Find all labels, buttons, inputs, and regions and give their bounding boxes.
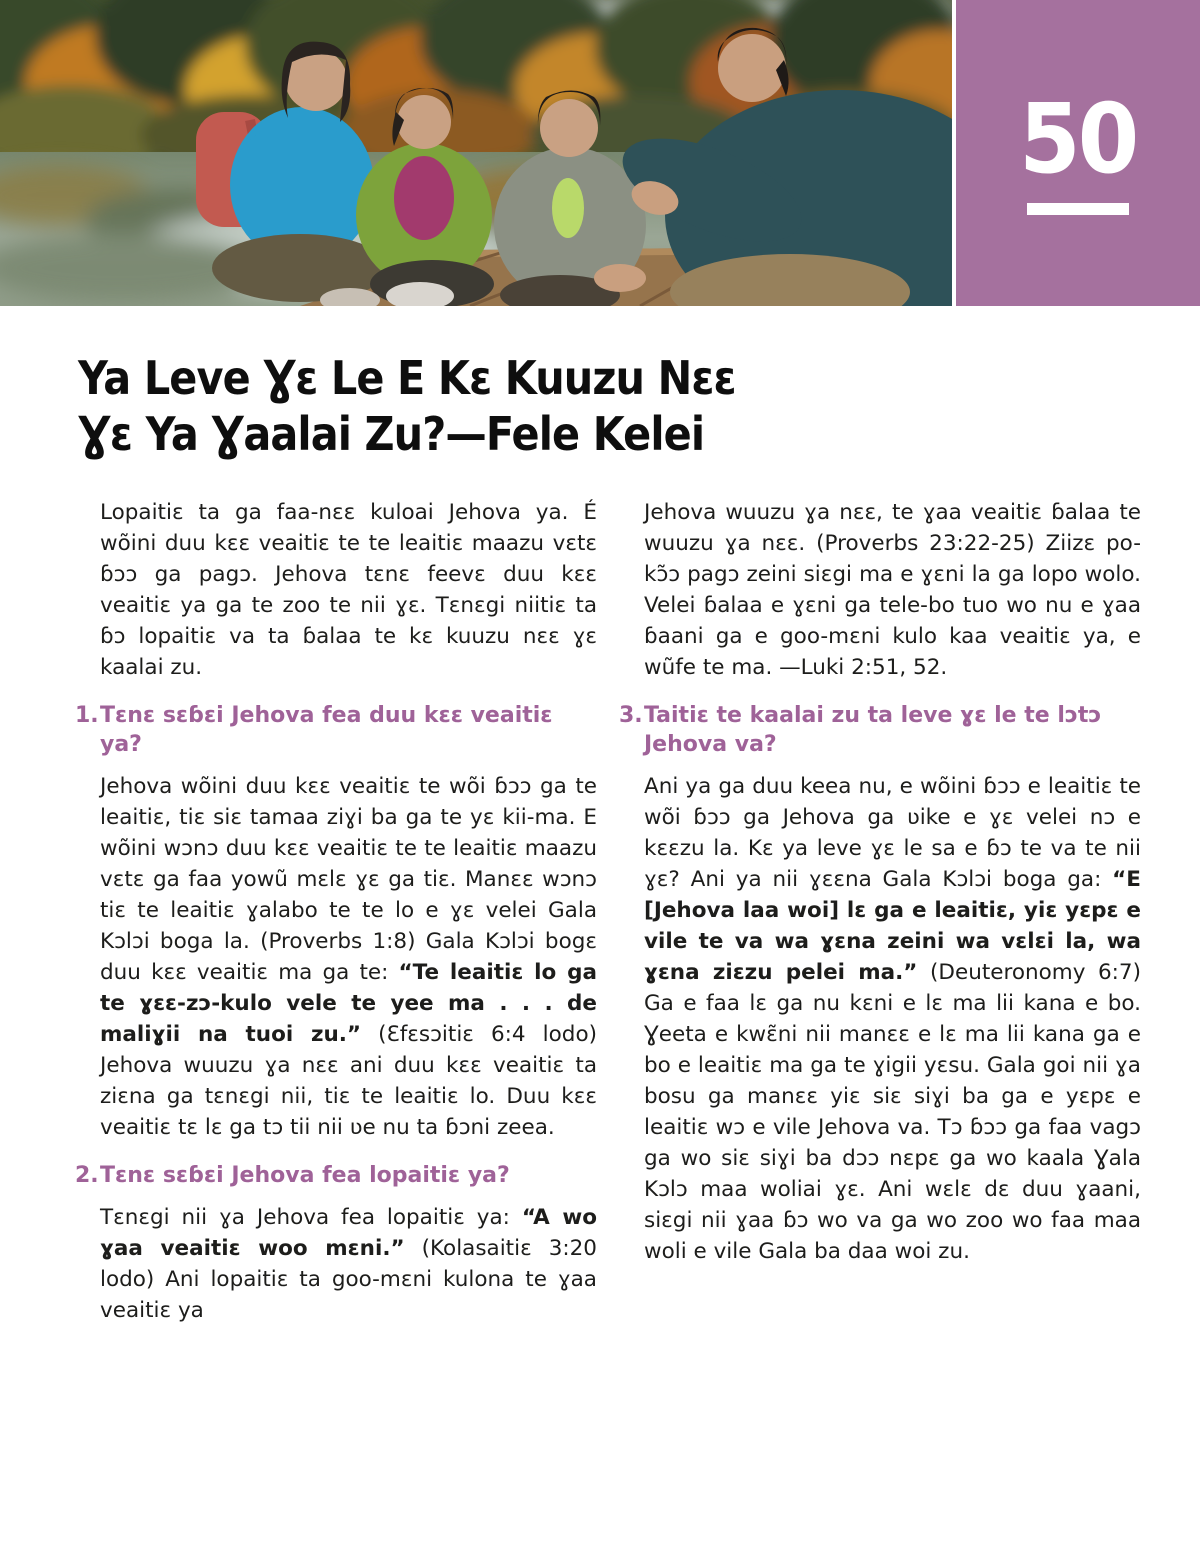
scripture-quote: “Te leaitiɛ lo ga te ɣɛɛ-zɔ-kulo vele te yee ma . . . de maliɣii na tuoi zu.” bbox=[100, 960, 597, 1047]
paragraph-text: Jehova wuuzu ɣa nɛɛ, te ɣaa veaitiɛ ɓalaa te wuuzu ɣa nɛɛ. (Proverbs 23:22-25) Ziizɛ po-kɔ̃ɔ pagɔ zeini siɛgi ma e ɣɛni la ga lopo wolo. Velei ɓalaa e ɣɛni ga tele-bo tuo wo nu e ɣaa ɓaani ga e goo-mɛni kulo kaa veaitiɛ ya, e wũfe te ma. —Luki 2:51, 52. bbox=[644, 500, 1141, 680]
page-title-line1: Ya Leve Ɣɛ Le E Kɛ Kuuzu Nɛɛ bbox=[78, 351, 736, 405]
question-heading bbox=[619, 701, 1141, 759]
page-title bbox=[78, 350, 736, 462]
paragraph-text: Lopaitiɛ ta ga faa-nɛɛ kuloai Jehova ya. É wõini duu kɛɛ veaitiɛ te te leaitiɛ maazu vɛtɛ ɓɔɔ ga pagɔ. Jehova tɛnɛ feevɛ duu kɛɛ veaitiɛ ya ga te zoo te nii ɣɛ. Tɛnɛgi niitiɛ ta ɓɔ lopaitiɛ va ta ɓalaa te kɛ kuuzu nɛɛ ɣɛ kaalai zu. bbox=[100, 500, 597, 680]
body-paragraph bbox=[75, 497, 597, 683]
lesson-number: 50 bbox=[1019, 83, 1137, 195]
lesson-number-underline bbox=[1027, 203, 1129, 215]
lesson-number-badge bbox=[956, 0, 1200, 306]
paragraph-text: Jehova wõini duu kɛɛ veaitiɛ te wõi ɓɔɔ ga te leaitiɛ, tiɛ siɛ tamaa ziɣi ba ga te yɛ kii-ma. E wõini wɔnɔ duu kɛɛ veaitiɛ te te leaitiɛ maazu vɛtɛ ga faa yowũ mɛlɛ ɣɛ ga tiɛ. Manɛɛ wɔnɔ tiɛ te leaitiɛ ɣalabo te te lo e ɣɛ velei Gala Kɔlɔi boga la. (Proverbs 1:8) Gala Kɔlɔi bogɛ duu kɛɛ veaitiɛ ma ga te: bbox=[100, 774, 597, 985]
question-number: 1. bbox=[75, 703, 99, 728]
paragraph-text: Ani ya ga duu keea nu, e wõini ɓɔɔ e leaitiɛ te wõi ɓɔɔ ga Jehova ga ʋike e ɣɛ velei nɔ e kɛɛzu la. Kɛ ya leve ɣɛ le sa e ɓɔ te va te nii ɣɛ? Ani ya nii ɣɛɛna Gala Kɔlɔi boga ga: bbox=[644, 774, 1141, 892]
question-number: 2. bbox=[75, 1163, 99, 1188]
body-paragraph bbox=[619, 771, 1141, 1267]
body-paragraph bbox=[75, 771, 597, 1143]
question-heading bbox=[75, 1161, 597, 1190]
paragraph-text: (Ɛfɛsɔitiɛ 6:4 lodo) Jehova wuuzu ɣa nɛɛ ani duu kɛɛ veaitiɛ ta ziɛna ga tɛnɛgi nii, tiɛ te leaitiɛ lo. Duu kɛɛ veaitiɛ tɛ lɛ ga tɔ tii nii ʋe nu ta ɓɔni zeea. bbox=[100, 1022, 597, 1140]
paragraph-text: (Deuteronomy 6:7) Ga e faa lɛ ga nu kɛni e lɛ ma lii kana e bo. Ɣeeta e kwɛ̃ni nii manɛɛ e lɛ ma lii kana ga e bo e leaitiɛ ma ga te ɣigii yɛsu. Gala goi nii ɣa bosu ga manɛɛ yiɛ siɛ siɣi ba ga e yɛpɛ e leaitiɛ wɔ e vile Jehova va. Tɔ ɓɔɔ ga faa vagɔ ga wo siɛ siɣi ba dɔɔ nɛpɛ ga wo kaala Ɣala Kɔlɔ maa woliai ɣɛ. Ani wɛlɛ dɛ duu ɣaani, siɛgi nii ɣaa ɓɔ wo va ga wo zoo wo faa maa woli e vile Gala ba daa woi zu. bbox=[644, 960, 1141, 1264]
paragraph-text: (Kolasaitiɛ 3:20 lodo) Ani lopaitiɛ ta goo-mɛni kulona te ɣaa veaitiɛ ya bbox=[100, 1236, 597, 1323]
question-text: Tɛnɛ sɛɓɛi Jehova fea lopaitiɛ ya? bbox=[100, 1163, 510, 1188]
scripture-quote: “E [Jehova laa woi] lɛ ga e leaitiɛ, yiɛ yɛpɛ e vile te va wa ɣɛna zeini wa vɛlɛi la, wa ɣɛna ziɛzu pelei ma.” bbox=[644, 867, 1141, 985]
lake-scene-illustration bbox=[0, 0, 952, 306]
paragraph-text: Tɛnɛgi nii ɣa Jehova fea lopaitiɛ ya: bbox=[100, 1205, 522, 1230]
page-title-line2: Ɣɛ Ya Ɣaalai Zu?—Fele Kelei bbox=[78, 407, 705, 462]
question-text: Taitiɛ te kaalai zu ta leve ɣɛ le te lɔtɔ Jehova va? bbox=[644, 703, 1102, 757]
question-text: Tɛnɛ sɛɓɛi Jehova fea duu kɛɛ veaitiɛ ya? bbox=[100, 703, 553, 757]
lesson-photo bbox=[0, 0, 952, 306]
body-paragraph bbox=[619, 497, 1141, 683]
body-columns bbox=[75, 497, 1141, 1326]
body-paragraph bbox=[75, 1202, 597, 1326]
left-column bbox=[75, 497, 597, 1326]
scripture-quote: “A wo ɣaa veaitiɛ woo mɛni.” bbox=[100, 1205, 597, 1261]
question-heading bbox=[75, 701, 597, 759]
question-number: 3. bbox=[619, 703, 643, 728]
right-column bbox=[619, 497, 1141, 1326]
